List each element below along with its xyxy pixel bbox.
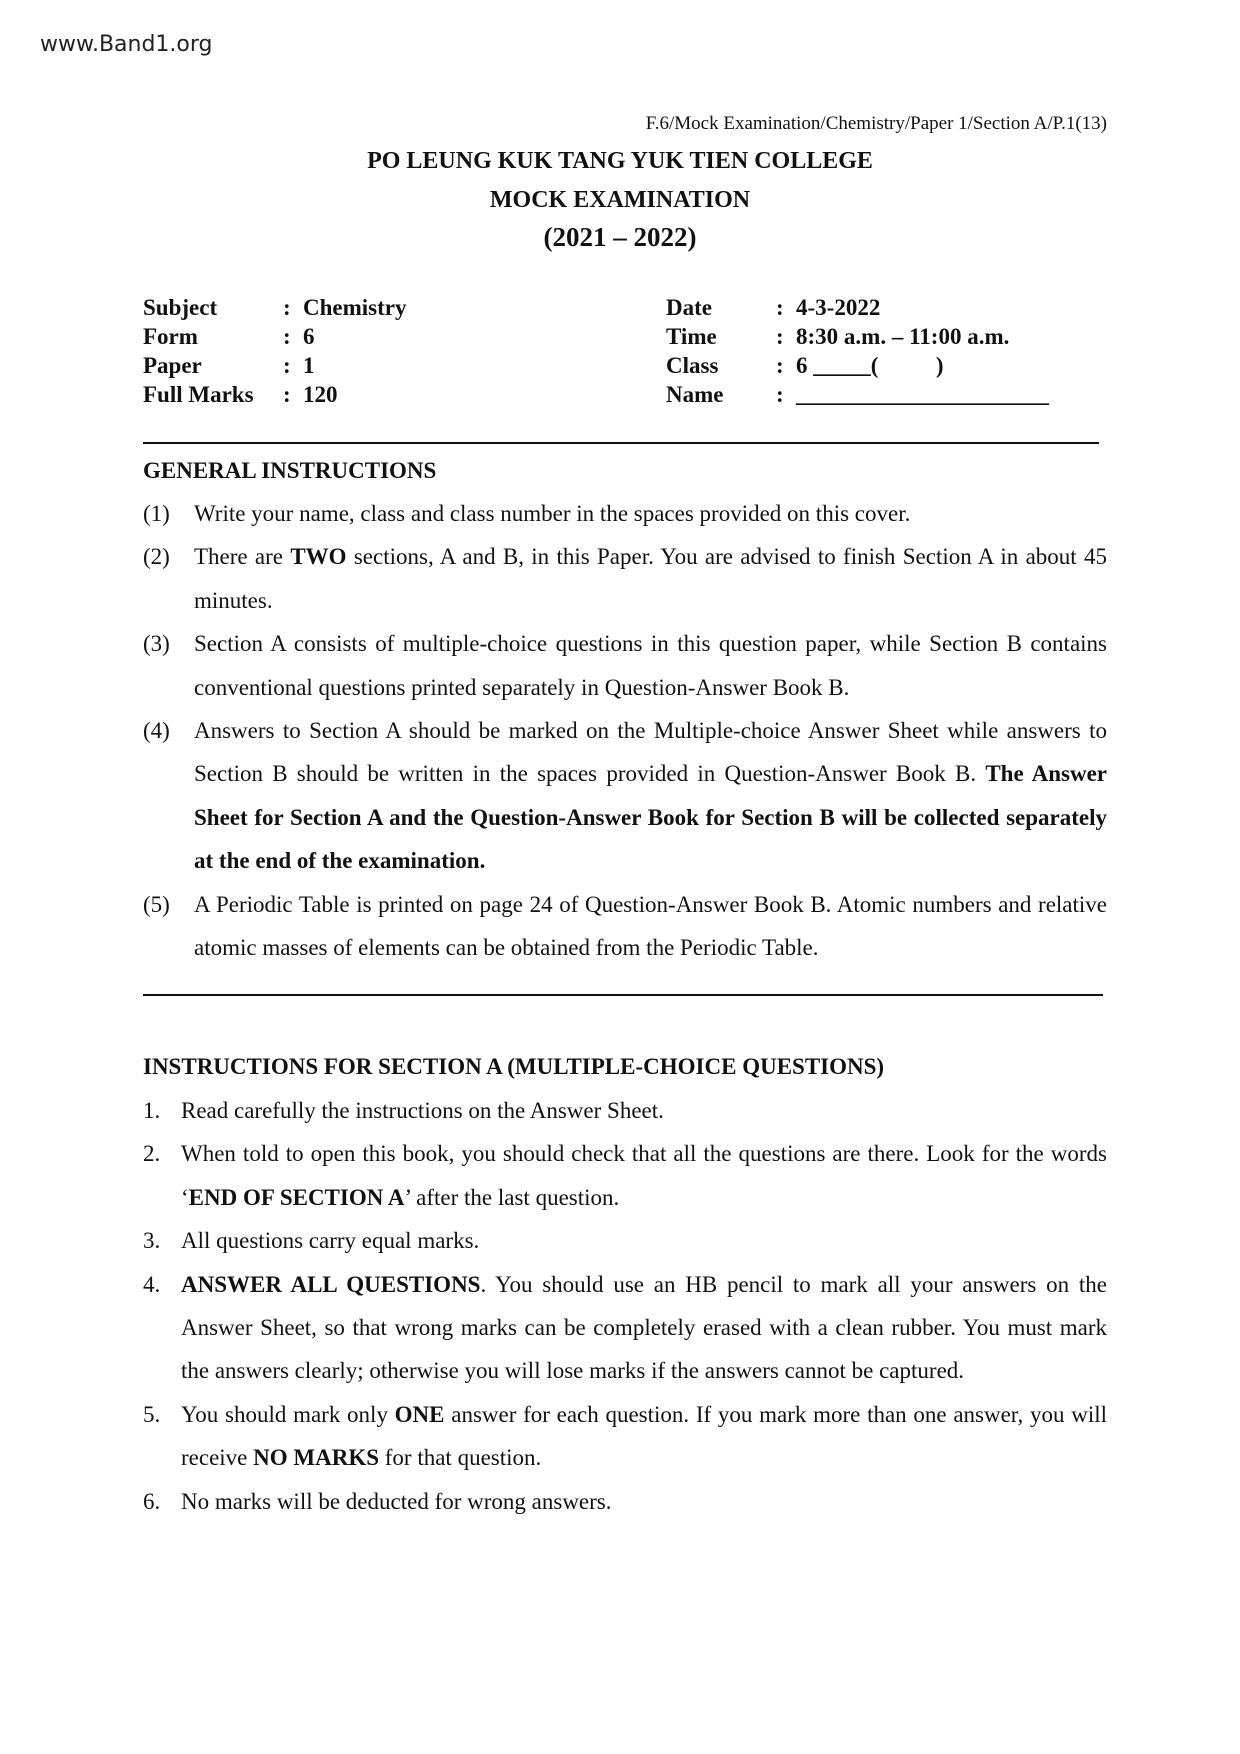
list-item — [143, 1393, 1107, 1480]
info-label: Time — [666, 324, 717, 349]
item-number: 3. — [143, 1228, 161, 1254]
text: No marks will be deducted for wrong answers. — [181, 1488, 612, 1514]
info-row — [666, 322, 1049, 351]
text: You should mark only — [181, 1401, 395, 1427]
name-field[interactable]: ______________________ — [796, 382, 1049, 407]
item-text — [181, 1263, 1107, 1393]
text: . You should use an HB pencil to mark all your answers on the Answer Sheet, so that wrong marks can be completely erased with a clean rubber. You must mark the answers clearly; otherwise you will lose marks if the answers cannot be captured. — [181, 1271, 1107, 1384]
item-number: (1) — [143, 501, 170, 526]
bold-text: TWO — [290, 544, 347, 570]
info-value: 8:30 a.m. – 11:00 a.m. — [796, 324, 1010, 349]
text: When told to open this book, you should check that all the questions are there. Look for the words ‘ — [181, 1141, 1107, 1210]
section-a-instructions-list — [143, 1089, 1107, 1523]
list-item — [143, 709, 1107, 883]
colon: : — [776, 324, 784, 349]
class-field[interactable]: 6 _____( ) — [796, 353, 944, 378]
colon: : — [776, 295, 784, 320]
school-name: PO LEUNG KUK TANG YUK TIEN COLLEGE — [367, 148, 873, 174]
colon: : — [283, 295, 291, 320]
item-text — [194, 883, 1107, 970]
text: All questions carry equal marks. — [181, 1228, 480, 1254]
list-item — [143, 1263, 1107, 1393]
list-item — [143, 535, 1107, 622]
page-reference: F.6/Mock Examination/Chemistry/Paper 1/Section A/P.1(13) — [645, 113, 1107, 134]
info-row — [143, 322, 406, 351]
info-value: 6 — [303, 324, 315, 349]
exam-title: MOCK EXAMINATION — [489, 187, 751, 213]
section-a-heading: INSTRUCTIONS FOR SECTION A (MULTIPLE-CHOICE QUESTIONS) — [143, 1054, 885, 1079]
item-number: 2. — [143, 1141, 161, 1167]
text: ’ after the last question. — [404, 1184, 620, 1210]
info-row — [666, 293, 1049, 322]
divider — [143, 442, 1099, 444]
general-instructions-heading: GENERAL INSTRUCTIONS — [143, 458, 437, 483]
general-instructions-list — [143, 492, 1107, 969]
text: A Periodic Table is printed on page 24 of Question-Answer Book B. Atomic numbers and relative atomic masses of elements can be obtained from the Periodic Table. — [194, 891, 1107, 961]
item-number: (3) — [143, 631, 170, 657]
info-value: Chemistry — [303, 295, 407, 320]
item-text — [181, 1480, 1107, 1523]
info-label: Class — [666, 353, 719, 378]
info-label: Full Marks — [143, 382, 254, 407]
text: Answers to Section A should be marked on the Multiple-choice Answer Sheet while answers to Section B should be written in the spaces provided in Question-Answer Book B. — [194, 718, 1107, 787]
item-text — [181, 1393, 1107, 1480]
info-right — [666, 293, 1049, 409]
colon: : — [776, 353, 784, 378]
text: Read carefully the instructions on the Answer Sheet. — [181, 1098, 664, 1123]
list-item — [143, 1219, 1107, 1262]
list-item — [143, 1089, 1107, 1132]
divider — [143, 994, 1103, 996]
colon: : — [283, 324, 291, 349]
list-item — [143, 492, 1107, 535]
info-label: Form — [143, 324, 198, 349]
info-value: 4-3-2022 — [796, 295, 881, 320]
item-text — [181, 1219, 1107, 1262]
info-label: Date — [666, 295, 712, 320]
list-item — [143, 1132, 1107, 1219]
text: answer for each question. If you mark more than one answer, you will receive — [181, 1401, 1107, 1471]
item-text — [181, 1132, 1107, 1219]
bold-text: ONE — [394, 1401, 445, 1427]
item-number: (2) — [143, 544, 170, 570]
text: sections, A and B, in this Paper. You are advised to finish Section A in about 45 minutes. — [194, 544, 1107, 613]
info-row — [143, 380, 406, 409]
exam-year: (2021 – 2022) — [543, 222, 697, 252]
info-row — [143, 351, 406, 380]
info-left — [143, 293, 406, 409]
item-number: 1. — [143, 1098, 161, 1123]
bold-text: NO MARKS — [253, 1445, 380, 1471]
colon: : — [283, 382, 291, 407]
info-label: Subject — [143, 295, 218, 320]
item-number: (5) — [143, 891, 170, 917]
colon: : — [776, 382, 784, 407]
info-value: 1 — [303, 353, 315, 378]
text: There are — [194, 544, 291, 570]
item-number: 5. — [143, 1401, 161, 1427]
list-item — [143, 1480, 1107, 1523]
info-row — [666, 380, 1049, 409]
text: Section A consists of multiple-choice questions in this question paper, while Section B contains conventional questions printed separately in Question-Answer Book B. — [194, 631, 1107, 700]
colon: : — [283, 353, 291, 378]
info-label: Name — [666, 382, 724, 407]
item-text — [181, 1089, 1107, 1132]
bold-text: END OF SECTION A — [188, 1184, 405, 1210]
info-row — [666, 351, 1049, 380]
item-text — [194, 709, 1107, 883]
item-number: 4. — [143, 1271, 161, 1297]
info-label: Paper — [143, 353, 202, 378]
list-item — [143, 883, 1107, 970]
item-text — [194, 535, 1107, 622]
bold-text: ANSWER ALL QUESTIONS — [181, 1271, 481, 1297]
info-row — [143, 293, 406, 322]
watermark: www.Band1.org — [40, 32, 213, 57]
item-number: 6. — [143, 1488, 161, 1514]
item-number: (4) — [143, 718, 170, 744]
item-text — [194, 622, 1107, 709]
item-text — [194, 492, 1107, 535]
text: Write your name, class and class number in the spaces provided on this cover. — [194, 501, 911, 526]
text: for that question. — [379, 1445, 542, 1471]
bold-text: The Answer Sheet for Section A and the Question-Answer Book for Section B will be collected separately at the end of the examination. — [194, 761, 1108, 874]
info-value: 120 — [303, 382, 338, 407]
list-item — [143, 622, 1107, 709]
